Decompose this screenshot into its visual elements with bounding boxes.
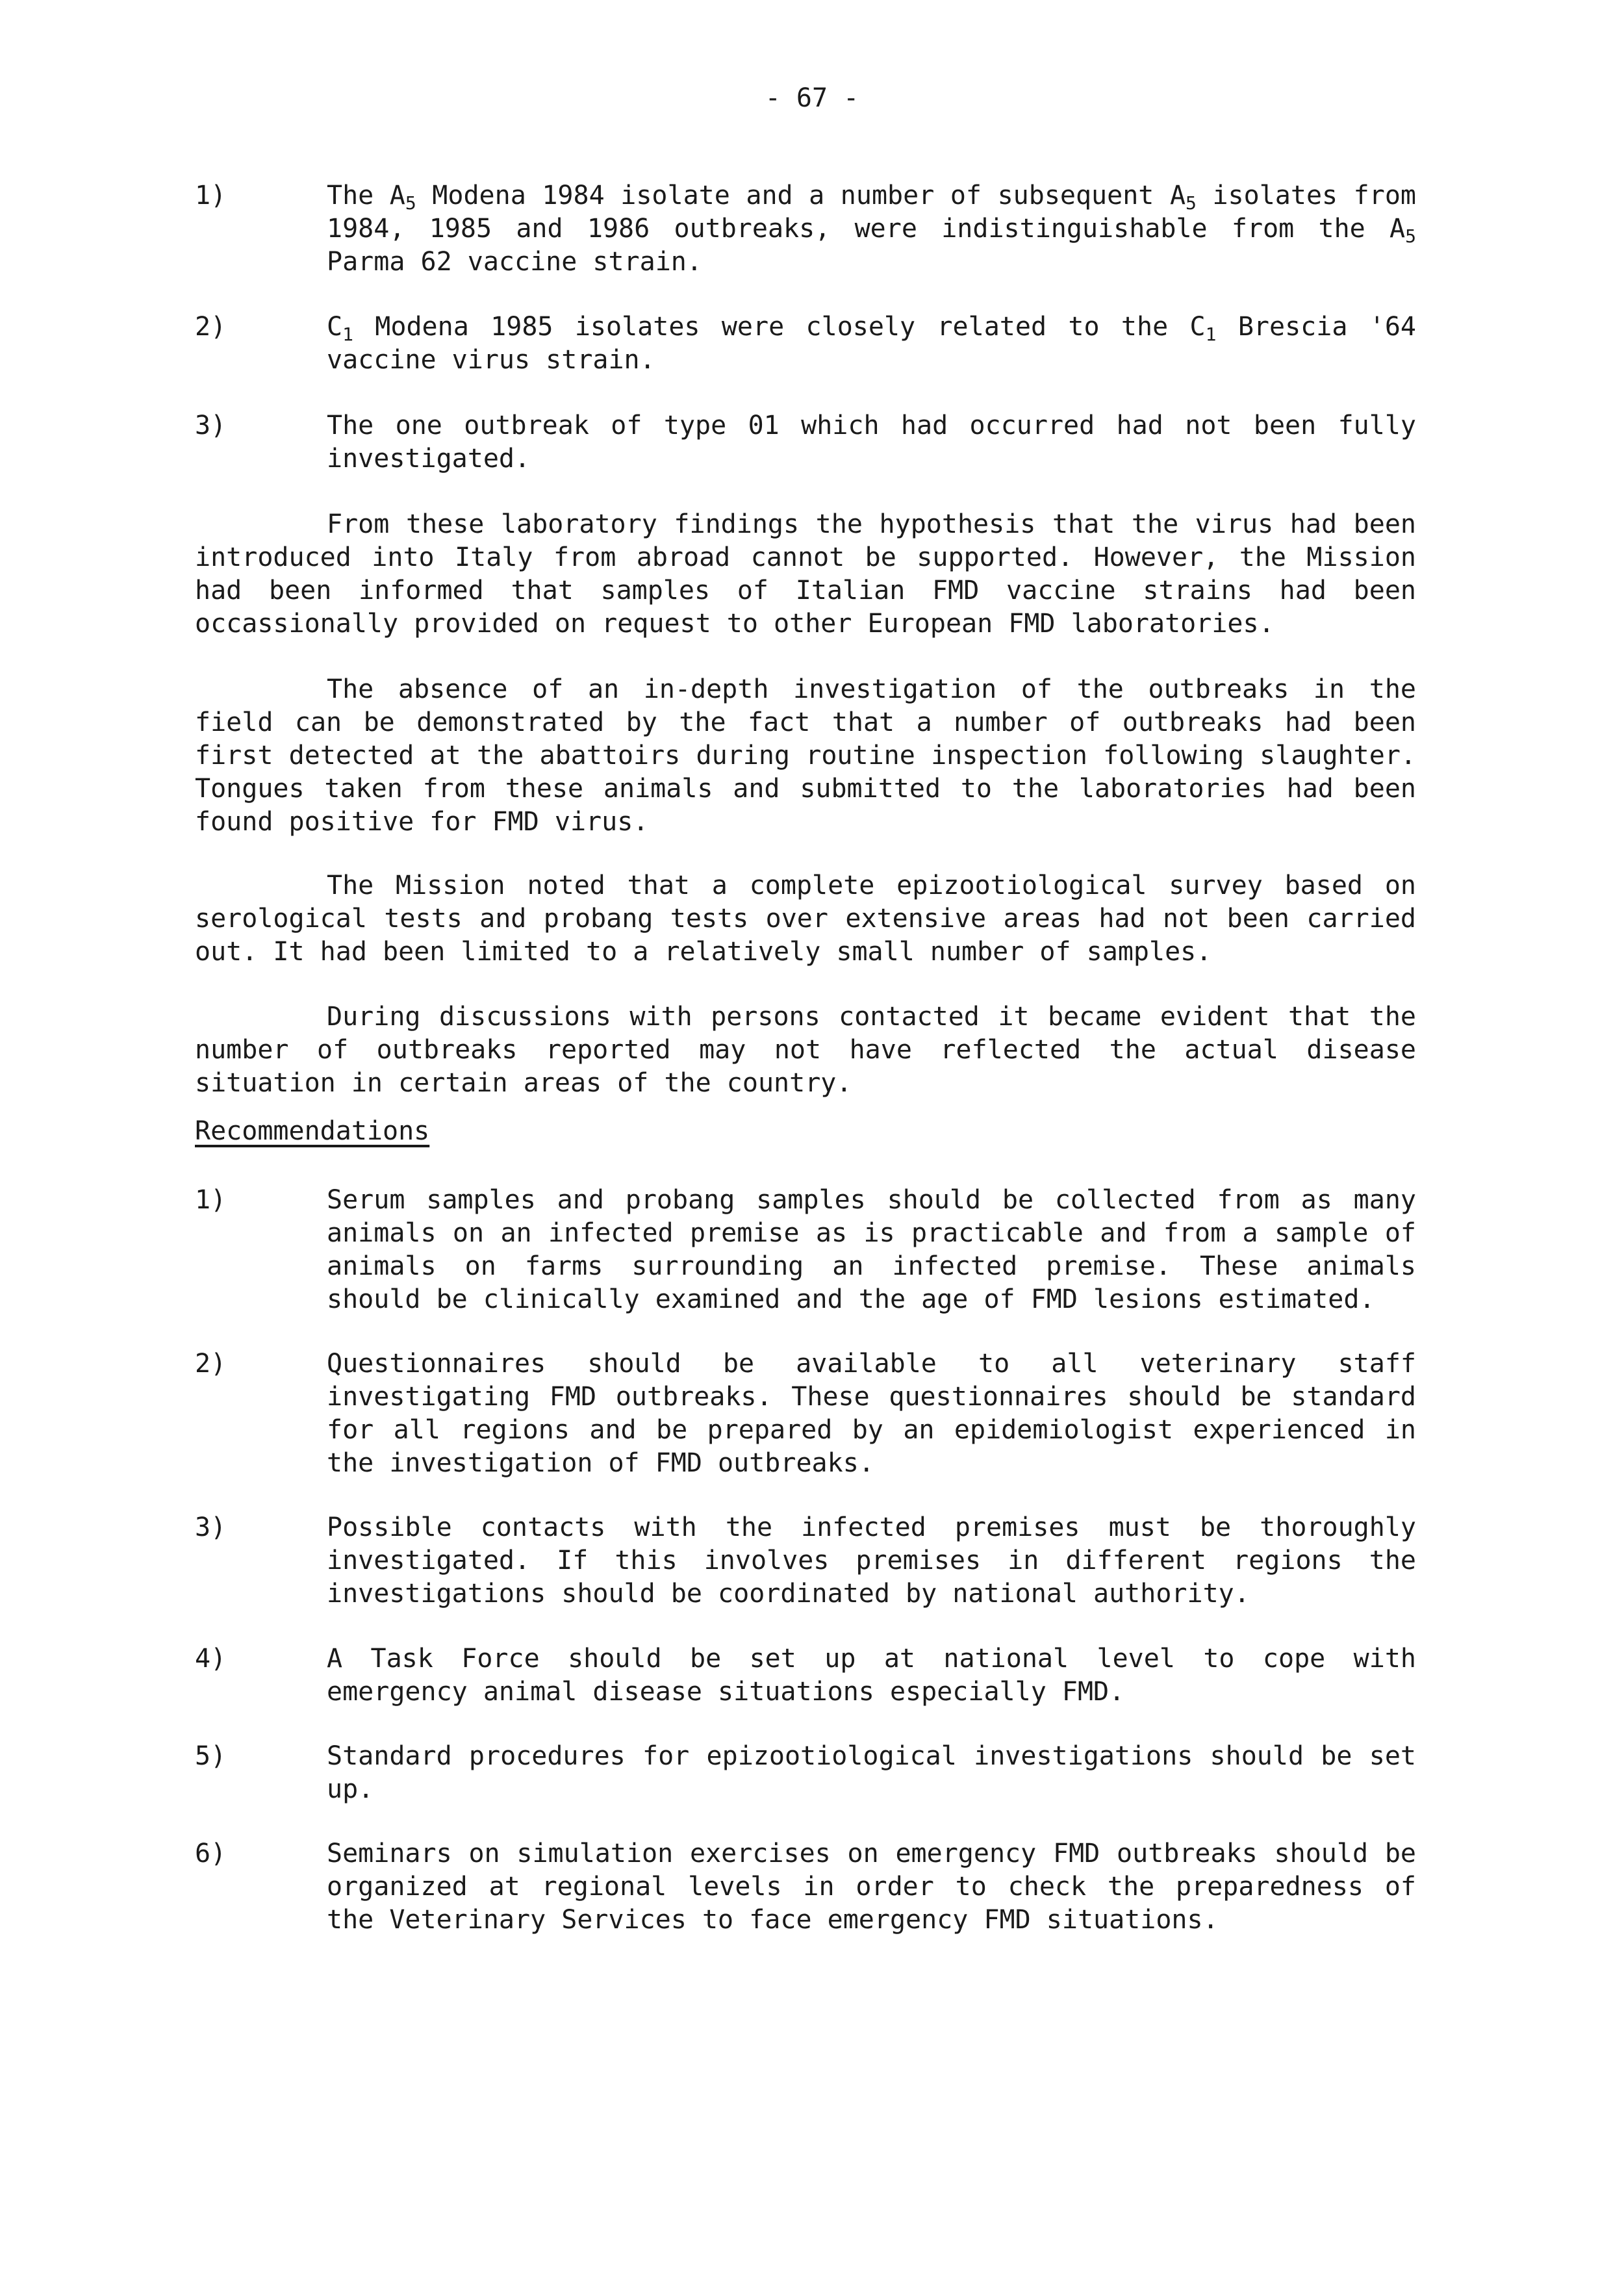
recommendation-item — [195, 1642, 1416, 1709]
recommendation-text: Possible contacts with the infected premises must be thoroughly investigated. If this involves premises in different regions the investigations should be coordinated by national authority. — [327, 1512, 1416, 1609]
recommendation-item — [195, 1511, 1416, 1611]
recommendation-number: 3) — [195, 1512, 227, 1542]
finding-item — [195, 311, 1416, 377]
paragraph-text: The Mission noted that a complete epizootiological survey based on serological tests and probang tests over extensive areas had not been carried out. It had been limited to a relatively small number of samples. — [195, 871, 1416, 967]
body-paragraph — [195, 869, 1416, 969]
paragraph-text: The absence of an in-depth investigation of the outbreaks in the field can be demonstrated by the fact that a number of outbreaks had been first detected at the abattoirs during routine inspection following slaughter. Tongues taken from these animals and submitted to the laboratories had been found positive for FMD virus. — [195, 674, 1416, 837]
recommendation-text: A Task Force should be set up at national level to cope with emergency animal disease situations especially FMD. — [327, 1644, 1416, 1707]
body-paragraph — [195, 1001, 1416, 1100]
finding-item — [195, 409, 1416, 476]
recommendation-number: 4) — [195, 1644, 227, 1674]
finding-item — [195, 179, 1416, 279]
recommendation-text: Questionnaires should be available to all veterinary staff investigating FMD outbreaks. These questionnaires should be standard for all regions and be prepared by an epidemiologist experienced in the investigation of FMD outbreaks. — [327, 1349, 1416, 1478]
recommendation-item — [195, 1740, 1416, 1806]
finding-text: $C_1$ Modena 1985 isolates were closely related to the $C_1$ Brescia '64 vaccine virus strain. — [327, 312, 1417, 375]
paragraph-text: During discussions with persons contacted it became evident that the number of outbreaks reported may not have reflected the actual disease situation in certain areas of the country. — [195, 1002, 1416, 1098]
finding-number: 3) — [195, 411, 227, 440]
recommendation-number: 1) — [195, 1185, 227, 1215]
paragraph-text: From these laboratory findings the hypothesis that the virus had been introduced into Italy from abroad cannot be supported. However, the Mission had been informed that samples of Italian FMD vaccine strains had been occassionally provided on request to other European FMD laboratories. — [195, 509, 1416, 639]
recommendation-item — [195, 1184, 1416, 1316]
recommendation-text: Serum samples and probang samples should be collected from as many animals on an infected premise as is practicable and from a sample of animals on farms surrounding an infected premise. These animals should be clinically examined and the age of FMD lesions estimated. — [327, 1185, 1416, 1314]
finding-number: 1) — [195, 181, 227, 210]
finding-text: The one outbreak of type 01 which had occurred had not been fully investigated. — [327, 411, 1416, 474]
body-paragraph — [195, 673, 1416, 839]
finding-number: 2) — [195, 312, 227, 342]
page-number: - 67 - — [765, 83, 859, 113]
body-paragraph — [195, 508, 1416, 641]
recommendations-heading: Recommendations — [195, 1116, 430, 1146]
recommendation-item — [195, 1837, 1416, 1937]
recommendation-text: Seminars on simulation exercises on emergency FMD outbreaks should be organized at regional levels in order to check the preparedness of the Veterinary Services to face emergency FMD situations. — [327, 1839, 1416, 1935]
recommendation-number: 6) — [195, 1839, 227, 1869]
recommendation-item — [195, 1347, 1416, 1480]
finding-text: The $A_5$ Modena 1984 isolate and a number of subsequent $A_5$ isolates from 1984, 1985 and 1986 outbreaks, were indistinguishable from the $A_5$ Parma 62 vaccine strain. — [327, 181, 1416, 277]
recommendation-text: Standard procedures for epizootiological investigations should be set up. — [327, 1741, 1416, 1804]
recommendation-number: 5) — [195, 1741, 227, 1771]
recommendation-number: 2) — [195, 1349, 227, 1379]
